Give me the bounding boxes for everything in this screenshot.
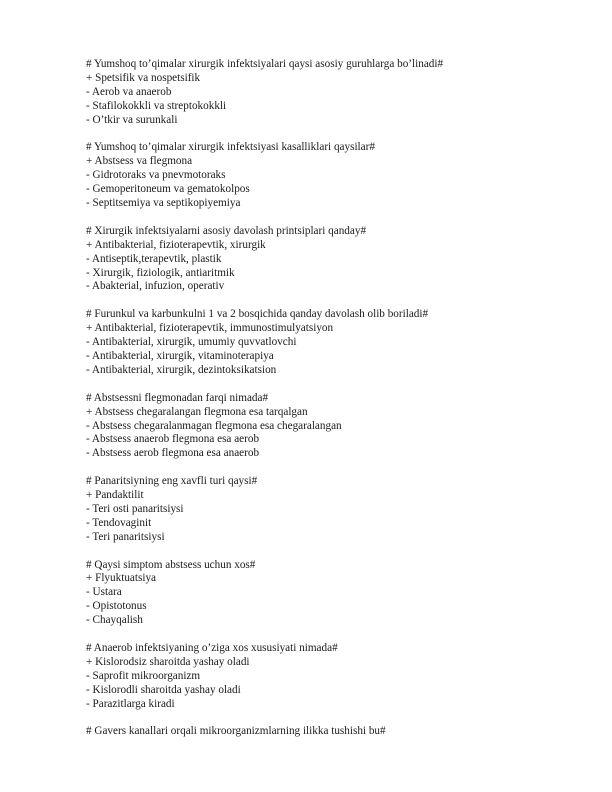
- question-block: [86, 559, 556, 629]
- answer-option: - Teri osti panaritsiysi: [86, 502, 184, 515]
- question-block: [86, 58, 556, 128]
- answer-option: - Saprofit mikroorganizm: [86, 669, 201, 682]
- answer-option: - Aerob va anaerob: [86, 85, 172, 98]
- answer-option: + Antibakterial, fizioterapevtik, immunostimulyatsiyon: [86, 322, 334, 335]
- question-text: # Yumshoq to’qimalar xirurgik infektsiyasi kasalliklari qaysilar#: [86, 141, 375, 154]
- question-block: [86, 141, 556, 211]
- question-block: [86, 392, 556, 462]
- question-block: [86, 642, 556, 712]
- question-block: [86, 308, 556, 378]
- question-text: # Qaysi simptom abstsess uchun xos#: [86, 558, 256, 571]
- answer-option: - Stafilokokkli va streptokokkli: [86, 99, 227, 112]
- answer-option: - Antibakterial, xirurgik, umumiy quvvatlovchi: [86, 336, 297, 349]
- answer-option: - Abstsess aerob flegmona esa anaerob: [86, 447, 260, 460]
- answer-option: - Teri panaritsiysi: [86, 530, 165, 543]
- answer-option: + Spetsifik va nospetsifik: [86, 71, 201, 84]
- answer-option: - Chayqalish: [86, 614, 143, 627]
- answer-option: - Tendovaginit: [86, 516, 152, 529]
- question-block: [86, 475, 556, 545]
- answer-option: - Gemoperitoneum va gematokolpos: [86, 183, 250, 196]
- answer-option: - Antiseptik,terapevtik, plastik: [86, 252, 222, 265]
- answer-option: + Abstsess chegaralangan flegmona esa tarqalgan: [86, 405, 308, 418]
- answer-option: - Septitsemiya va septikopiyemiya: [86, 197, 241, 210]
- question-text: # Panaritsiyning eng xavfli turi qaysi#: [86, 475, 258, 488]
- answer-option: - Opistotonus: [86, 600, 147, 613]
- answer-option: - Ustara: [86, 586, 122, 599]
- question-block: [86, 725, 556, 739]
- question-list: [86, 58, 556, 753]
- answer-option: - Antibakterial, xirurgik, dezintoksikatsion: [86, 363, 277, 376]
- answer-option: + Kislorodsiz sharoitda yashay oladi: [86, 655, 250, 668]
- question-text: # Xirurgik infektsiyalarni asosiy davolash printsiplari qanday#: [86, 224, 367, 237]
- question-block: [86, 225, 556, 295]
- answer-option: + Antibakterial, fizioterapevtik, xirurgik: [86, 238, 266, 251]
- answer-option: - Abstsess anaerob flegmona esa aerob: [86, 433, 260, 446]
- question-text: # Abstsessni flegmonadan farqi nimada#: [86, 391, 269, 404]
- answer-option: - O’tkir va surunkali: [86, 113, 178, 126]
- answer-option: + Pandaktilit: [86, 489, 144, 502]
- answer-option: - Abstsess chegaralanmagan flegmona esa chegaralangan: [86, 419, 342, 432]
- answer-option: + Abstsess va flegmona: [86, 155, 193, 168]
- answer-option: - Abakterial, infuzion, operativ: [86, 280, 225, 293]
- question-text: # Yumshoq to’qimalar xirurgik infektsiyalari qaysi asosiy guruhlarga bo’linadi#: [86, 58, 444, 70]
- question-text: # Anaerob infektsiyaning o’ziga xos xususiyati nimada#: [86, 641, 338, 654]
- answer-option: - Kislorodli sharoitda yashay oladi: [86, 683, 241, 696]
- question-text: # Gavers kanallari orqali mikroorganizmlarning ilikka tushishi bu#: [86, 725, 386, 738]
- question-text: # Furunkul va karbunkulni 1 va 2 bosqichida qanday davolash olib boriladi#: [86, 308, 429, 321]
- answer-option: - Xirurgik, fiziologik, antiaritmik: [86, 266, 235, 279]
- answer-option: - Antibakterial, xirurgik, vitaminoterapiya: [86, 349, 274, 362]
- answer-option: + Flyuktuatsiya: [86, 572, 157, 585]
- answer-option: - Parazitlarga kiradi: [86, 697, 175, 710]
- answer-option: - Gidrotoraks va pnevmotoraks: [86, 169, 226, 182]
